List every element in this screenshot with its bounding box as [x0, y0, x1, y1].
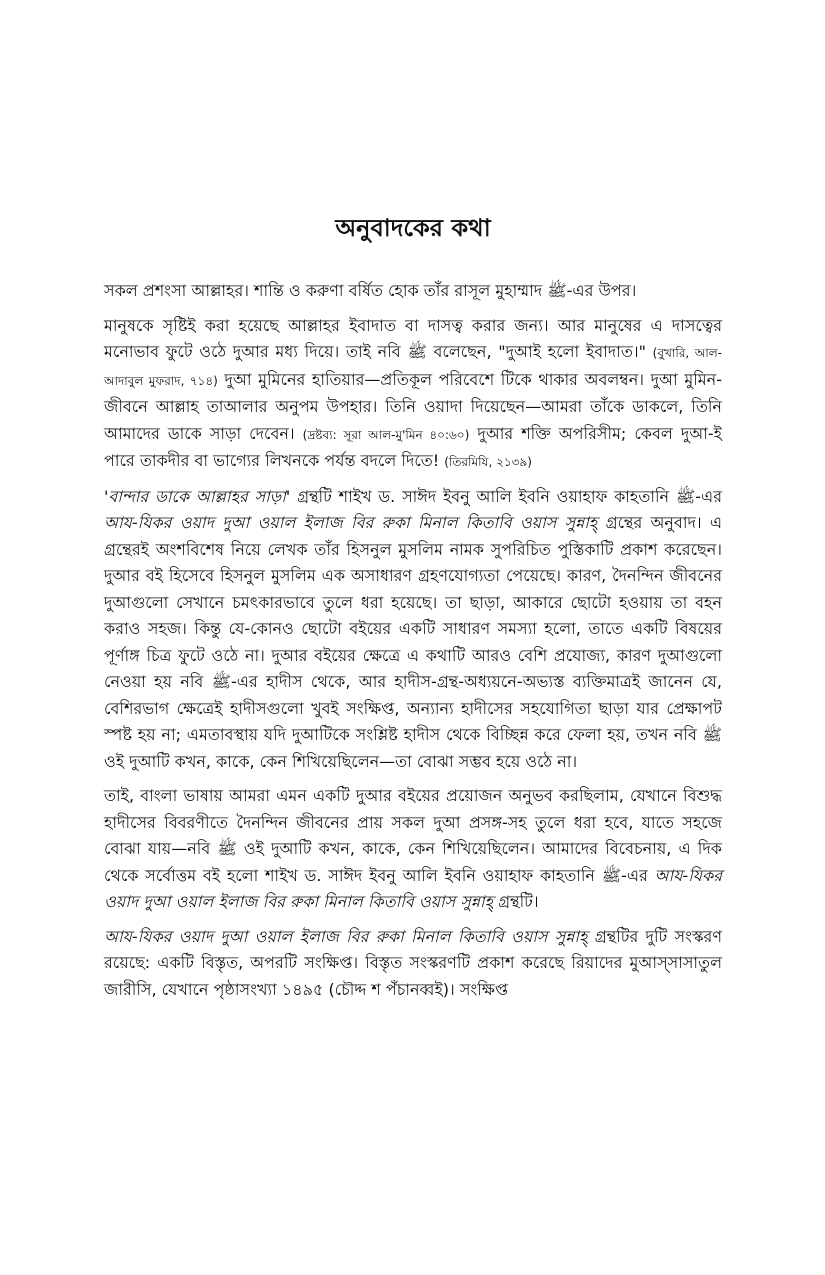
paragraph-book-origin — [104, 484, 722, 776]
paragraph-text: তাই, বাংলা ভাষায় আমরা এমন একটি দুআর বইয়ের প্রয়োজন অনুভব করছিলাম, যেখানে বিশুদ্ধ হাদীসের বিবরণীতে দৈনন্দিন জীবনের প্রায় সকল দুআ প্রসঙ্গ-সহ তুলে ধরা হবে, যাতে সহজে বোঝা যায়—নবি ﷺ ওই দুআটি কখন, কাকে, কেন শিখিয়েছিলেন। আমাদের বিবেচনায়, এ দিক থেকে সর্বোত্তম বই হলো শাইখ ড. সাঈদ ইবনু আলি ইবনি ওয়াহাফ কাহতানি ﷺ-এর — [104, 786, 722, 885]
paragraph-text: দুআর শক্তি অপরিসীম; কেবল দুআ-ই পারে তাকদীর বা ভাগ্যের লিখনকে পর্যন্ত বদলে দিতে! — [104, 423, 722, 470]
paragraph-editions — [104, 924, 722, 1004]
book-title: 'বান্দার ডাকে আল্লাহর সাড়া' — [104, 486, 291, 506]
paragraph-text: গ্রন্থের অনুবাদ। এ গ্রন্থেরই অংশবিশেষ নিয়ে লেখক তাঁর হিসনুল মুসলিম নামক সুপরিচিত পুস্তিকাটি প্রকাশ করেছেন। দুআর বই হিসেবে হিসনুল মুসলিম এক অসাধারণ গ্রহণযোগ্যতা পেয়েছে। কারণ, দৈনন্দিন জীবনের দুআগুলো সেখানে চমৎকারভাবে তুলে ধরা হয়েছে। তা ছাড়া, আকারে ছোটো হওয়ায় তা বহন করাও সহজ। কিন্তু যে-কোনও ছোটো বইয়ের একটি সাধারণ সমস্যা হলো, তাতে একটি বিষয়ের পূর্ণাঙ্গ চিত্র ফুটে ওঠে না। দুআর বইয়ের ক্ষেত্রে এ কথাটি আরও বেশি প্রযোজ্য, কারণ দুআগুলো নেওয়া হয় নবি ﷺ-এর হাদীস থেকে, আর হাদীস-গ্রন্থ-অধ্যয়নে-অভ্যস্ত ব্যক্তিমাত্রই জানেন যে, বেশিরভাগ ক্ষেত্রেই হাদীসগুলো খুবই সংক্ষিপ্ত, অন্যান্য হাদীসের সহযোগিতা ছাড়া যার প্রেক্ষাপট স্পষ্ট হয় না; এমতাবস্থায় যদি দুআটিকে সংশ্লিষ্ট হাদীস থেকে বিচ্ছিন্ন করে ফেলা হয়, তখন নবি ﷺ ওই দুআটি কখন, কাকে, কেন শিখিয়েছিলেন—তা বোঝা সম্ভব হয়ে ওঠে না। — [104, 513, 723, 771]
paragraph-text: গ্রন্থটির দুটি সংস্করণ রয়েছে: একটি বিস্তৃত, অপরটি সংক্ষিপ্ত। বিস্তৃত সংস্করণটি প্রকাশ করেছে রিয়াদের মুআস্সাসাতুল জারীসি, যেখানে পৃষ্ঠাসংখ্যা ১৪৯৫ (চৌদ্দ শ পঁচানব্বই)। সংক্ষিপ্ত — [104, 926, 722, 999]
paragraph-text: গ্রন্থটি। — [493, 892, 539, 911]
citation: (তিরমিযি, ২১৩৯) — [444, 455, 532, 469]
paragraph-text: গ্রন্থটি শাইখ ড. সাঈদ ইবনু আলি ইবনি ওয়াহাফ কাহতানি ﷺ-এর — [290, 486, 722, 506]
citation: (দ্রষ্টব্য: সূরা আল-মু'মিন ৪০:৬০) — [302, 427, 470, 442]
document-page — [104, 210, 722, 1011]
paragraph-dua-importance — [104, 313, 722, 476]
paragraph-text: দুআ মুমিনের হাতিয়ার—প্রতিকূল পরিবেশে টিকে থাকার অবলম্বন। দুআ মুমিন-জীবনে আল্লাহ তাআলার অনুপম উপহার। তিনি ওয়াদা দিয়েছেন—আমরা তাঁকে ডাকলে, তিনি আমাদের ডাকে সাড়া দেবেন। — [104, 369, 722, 443]
citation: (বুখারি, আল-আদাবুল মুফরাদ, ৭১৪) — [104, 346, 722, 388]
page-title: অনুবাদকের কথা — [335, 214, 491, 242]
paragraph-text: মানুষকে সৃষ্টিই করা হয়েছে আল্লাহর ইবাদাত বা দাসত্ব করার জন্য। আর মানুষের এ দাসত্বের মনোভাব ফুটে ওঠে দুআর মধ্য দিয়ে। তাই নবি ﷺ বলেছেন, "দুআই হলো ইবাদাত।" — [104, 315, 722, 361]
paragraph-praise: সকল প্রশংসা আল্লাহর। শান্তি ও করুণা বর্ষিত হোক তাঁর রাসূল মুহাম্মাদ ﷺ-এর উপর। — [104, 281, 637, 300]
paragraph-need — [104, 783, 722, 916]
book-title: আয-যিকর ওয়াদ দুআ ওয়াল ইলাজ বির রুকা মিনাল কিতাবি ওয়াস সুন্নাহ্ — [104, 513, 598, 532]
book-title: আয-যিকর ওয়াদ দুআ ওয়াল ইলাজ বির রুকা মিনাল কিতাবি ওয়াস সুন্নাহ্ — [104, 926, 588, 946]
book-title: আয-যিকর ওয়াদ দুআ ওয়াল ইলাজ বির রুকা মিনাল কিতাবি ওয়াস সুন্নাহ্ — [104, 865, 722, 911]
